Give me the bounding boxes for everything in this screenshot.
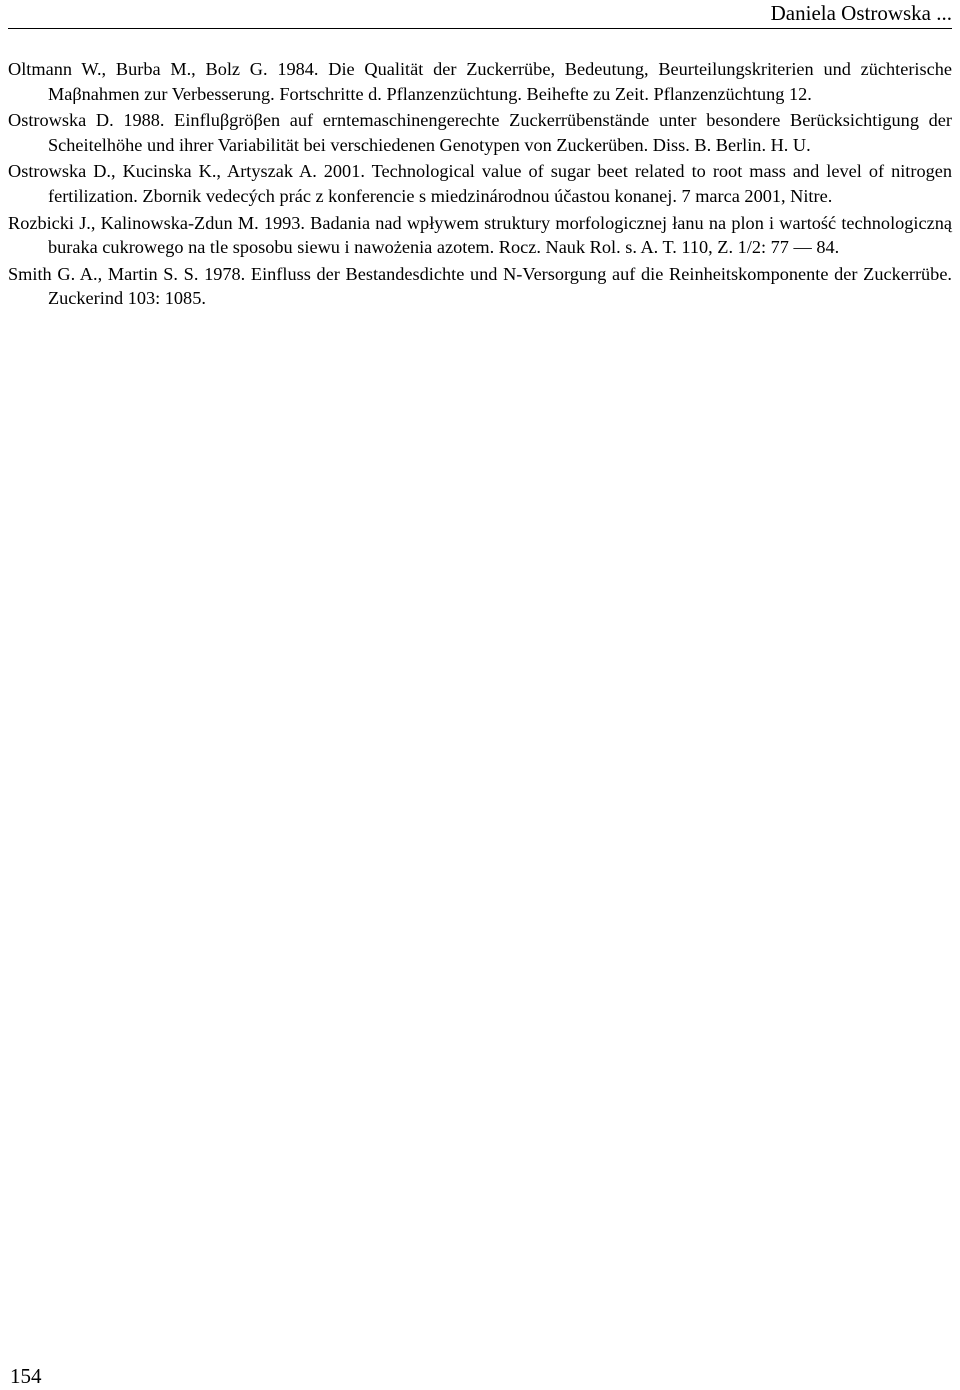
reference-list [8, 57, 952, 313]
reference-entry: Smith G. A., Martin S. S. 1978. Einfluss der Bestandesdichte und N-Versorgung auf die Reinheitskomponente der Zuckerrübe. Zuckerind 103: 1085. [8, 263, 952, 309]
reference-entry: Oltmann W., Burba M., Bolz G. 1984. Die Qualität der Zuckerrübe, Bedeutung, Beurteilungskriterien und züchterische Maβnahmen zur Verbesserung. Fortschritte d. Pflanzenzüchtung. Beihefte zu Zeit. Pflanzenzüchtung 12. [8, 59, 952, 104]
running-header-title: Daniela Ostrowska ... [770, 1, 952, 25]
reference-entry: Ostrowska D. 1988. Einfluβgröβen auf erntemaschinengerechte Zuckerrübenstände unter besondere Berücksichtigung der Scheitelhöhe und ihrer Variabilität bei verschiedenen Genotypen von Zuckerüben. Diss. B. Berlin. H. U. [8, 110, 952, 155]
reference-entry: Ostrowska D., Kucinska K., Artyszak A. 2001. Technological value of sugar beet related to root mass and level of nitrogen fertilization. Zbornik vedecých prác z konferencie s miedzinárodnou účastou konanej. 7 marca 2001, Nitre. [8, 161, 952, 206]
reference-entry: Rozbicki J., Kalinowska-Zdun M. 1993. Badania nad wpływem struktury morfologicznej łanu na plon i wartość technologiczną buraka cukrowego na tle sposobu siewu i nawożenia azotem. Rocz. Nauk Rol. s. A. T. 110, Z. 1/2: 77 — 84. [8, 212, 952, 258]
running-header [8, 0, 952, 29]
page-number: 154 [10, 1364, 42, 1388]
